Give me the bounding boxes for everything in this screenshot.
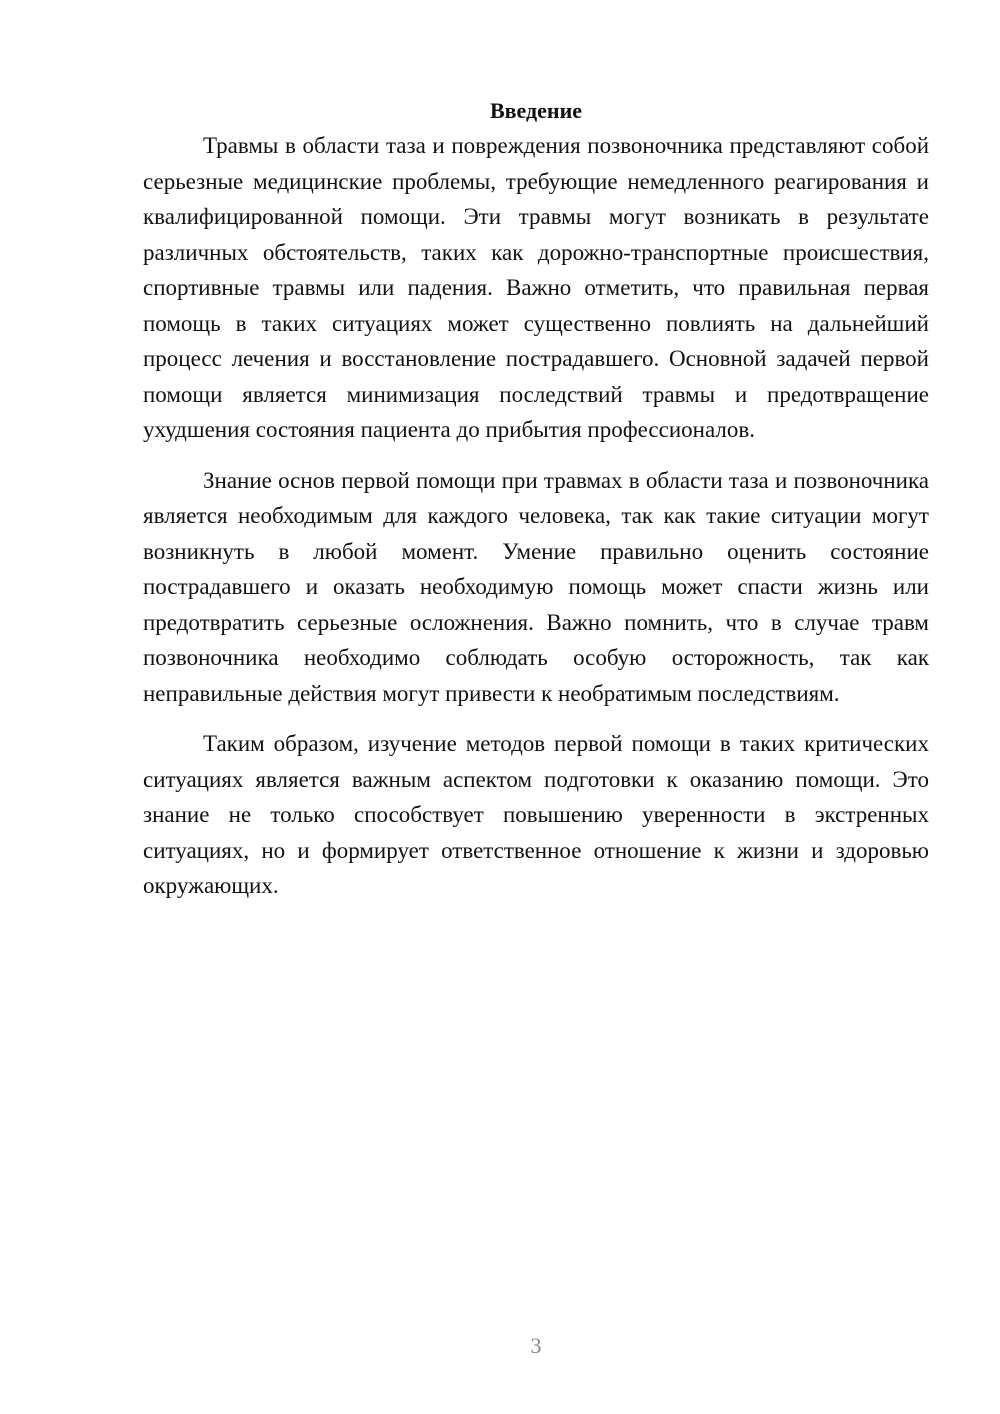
document-page [143,95,929,904]
paragraph-1: Травмы в области таза и повреждения позвоночника представляют собой серьезные медицинские проблемы, требующие немедленного реагирования и квалифицированной помощи. Эти травмы могут возникать в результате различных обстоятельств, таких как дорожно-транспортные происшествия, спортивные травмы или падения. Важно отметить, что правильная первая помощь в таких ситуациях может существенно повлиять на дальнейший процесс лечения и восстановление пострадавшего. Основной задачей первой помощи является минимизация последствий травмы и предотвращение ухудшения состояния пациента до прибытия профессионалов. [143,133,929,442]
page-number: 3 [530,1333,542,1358]
section-heading: Введение [489,98,583,123]
paragraph-2: Знание основ первой помощи при травмах в области таза и позвоночника является необходимым для каждого человека, так как такие ситуации могут возникнуть в любой момент. Умение правильно оценить состояние пострадавшего и оказать необходимую помощь может спасти жизнь или предотвратить серьезные осложнения. Важно помнить, что в случае травм позвоночника необходимо соблюдать особую осторожность, так как неправильные действия могут привести к необратимым последствиям. [143,467,929,706]
paragraph-3: Таким образом, изучение методов первой помощи в таких критических ситуациях является важным аспектом подготовки к оказанию помощи. Это знание не только способствует повышению уверенности в экстренных ситуациях, но и формирует ответственное отношение к жизни и здоровью окружающих. [143,731,929,898]
